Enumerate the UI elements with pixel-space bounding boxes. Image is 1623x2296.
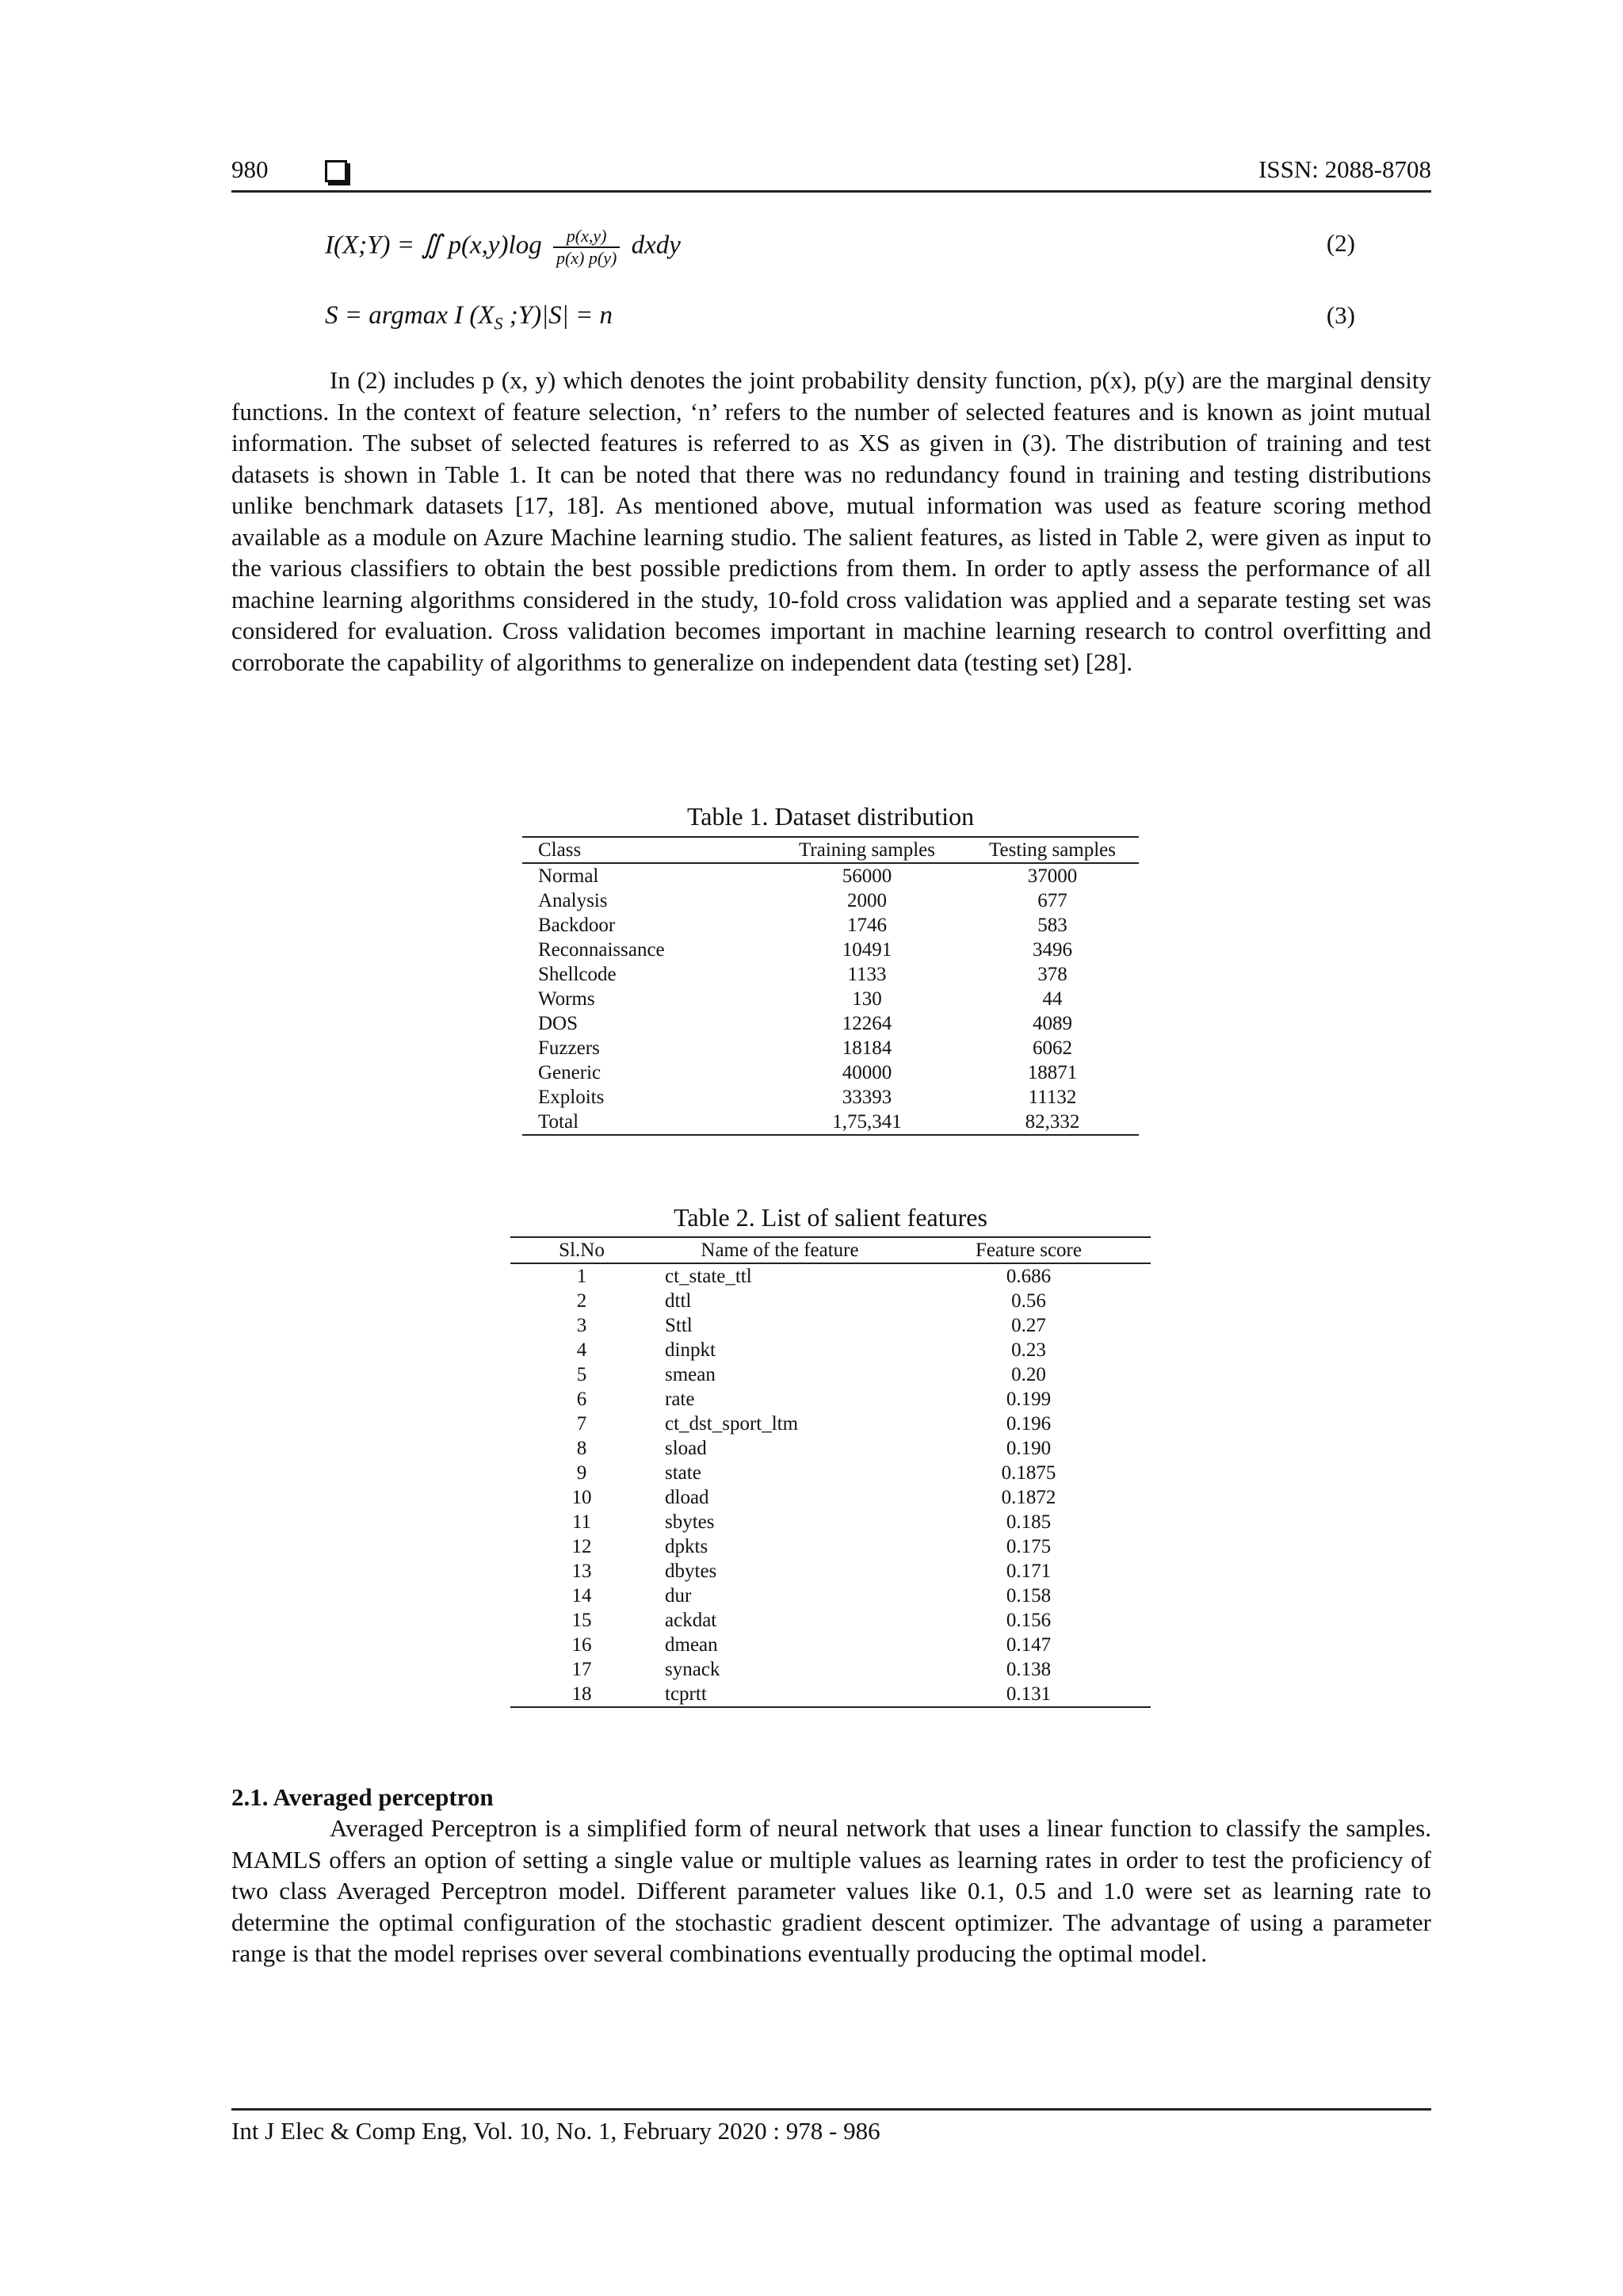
table1-cell: 677 bbox=[1037, 890, 1067, 911]
table2-header-row bbox=[510, 1237, 1151, 1263]
table1-cell: 3496 bbox=[1033, 939, 1072, 961]
table2-cell: 1 bbox=[576, 1266, 587, 1287]
table1-cell: Worms bbox=[538, 988, 595, 1010]
table1-cell: 1133 bbox=[847, 964, 887, 985]
table2-cell: 9 bbox=[576, 1462, 587, 1484]
table2-cell: 0.147 bbox=[1006, 1634, 1052, 1656]
table1-cell: 12264 bbox=[842, 1013, 892, 1034]
table2-cell: dload bbox=[665, 1487, 709, 1508]
table2-row bbox=[510, 1510, 1151, 1534]
equation-2-lhs: I(X;Y) = ∬ p(x,y)log bbox=[325, 231, 542, 260]
table1-cell: 4089 bbox=[1033, 1013, 1072, 1034]
table2-cell: 0.171 bbox=[1006, 1561, 1052, 1582]
table2-cell: 0.190 bbox=[1006, 1438, 1052, 1459]
table1-row bbox=[522, 1085, 1139, 1110]
page-number: 980 bbox=[231, 155, 269, 183]
table1-cell: 37000 bbox=[1027, 865, 1078, 887]
equation-2-numerator: p(x,y) bbox=[553, 226, 620, 248]
table1-cell: Normal bbox=[538, 865, 599, 887]
table2-row bbox=[510, 1362, 1151, 1387]
table1-cell: 1,75,341 bbox=[768, 1110, 966, 1135]
table2-cell: state bbox=[665, 1462, 701, 1484]
table1-row bbox=[522, 1011, 1139, 1036]
table2-cell: dmean bbox=[665, 1634, 718, 1656]
table2-row bbox=[510, 1633, 1151, 1657]
table2-row bbox=[510, 1534, 1151, 1559]
table1-header-row bbox=[522, 837, 1139, 863]
table2-cell: 13 bbox=[571, 1561, 592, 1582]
table2-cell: 0.156 bbox=[1006, 1610, 1052, 1631]
table1-row bbox=[522, 962, 1139, 987]
table1-header-class: Class bbox=[522, 837, 768, 863]
equation-2-rhs: dxdy bbox=[631, 231, 681, 260]
table2-cell: 0.27 bbox=[1011, 1315, 1046, 1336]
table2-cell: 3 bbox=[576, 1315, 587, 1336]
table1-cell: Shellcode bbox=[538, 964, 617, 985]
table2-row bbox=[510, 1313, 1151, 1338]
table2-cell: 10 bbox=[571, 1487, 592, 1508]
table2-row bbox=[510, 1584, 1151, 1608]
section-paragraph: Averaged Perceptron is a simplified form of neural network that uses a linear function to classify the samples. MAMLS offers an option of setting a single value or multiple values as learning rates in order to test the proficiency of two class Averaged Perceptron model. Different parameter values like 0.1, 0.5 and 1.0 were set as learning rate to determine the optimal configuration of the stochastic gradient descent optimizer. The advantage of using a parameter range is that the model reprises over several combinations eventually producing the optimal model. bbox=[231, 1814, 1431, 1967]
issn-label: ISSN: 2088-8708 bbox=[1258, 155, 1431, 183]
table2-cell: smean bbox=[665, 1364, 716, 1385]
table2-cell: 15 bbox=[571, 1610, 592, 1631]
table2-header-feature-name: Name of the feature bbox=[653, 1237, 907, 1263]
table2-row bbox=[510, 1263, 1151, 1289]
table1-cell: 130 bbox=[852, 988, 882, 1010]
table2-cell: rate bbox=[665, 1389, 695, 1410]
square-icon bbox=[325, 160, 347, 182]
table2-cell: 0.196 bbox=[1006, 1413, 1052, 1435]
table2-cell: sbytes bbox=[665, 1511, 715, 1533]
table1-cell: 18871 bbox=[1027, 1062, 1078, 1083]
table1-cell: 6062 bbox=[1033, 1037, 1072, 1059]
table1-cell: 583 bbox=[1037, 915, 1067, 936]
table1-caption: Table 1. Dataset distribution bbox=[686, 802, 975, 831]
table1-cell: 33393 bbox=[842, 1087, 892, 1108]
table2-cell: 2 bbox=[576, 1290, 587, 1312]
table2-cell: 11 bbox=[571, 1511, 592, 1533]
table2-cell: 0.199 bbox=[1006, 1389, 1052, 1410]
equation-3 bbox=[325, 301, 1355, 349]
table2-cell: dttl bbox=[665, 1290, 692, 1312]
table2-header-slno: Sl.No bbox=[510, 1237, 653, 1263]
table1-cell: 1746 bbox=[847, 915, 887, 936]
equation-2 bbox=[325, 226, 1355, 273]
table1-cell: 56000 bbox=[842, 865, 892, 887]
table2-cell: 14 bbox=[571, 1585, 592, 1606]
section-heading: 2.1. Averaged perceptron bbox=[231, 1783, 494, 1811]
equation-2-number: (2) bbox=[1326, 229, 1355, 257]
table1-cell: 40000 bbox=[842, 1062, 892, 1083]
table2-cell: 18 bbox=[510, 1682, 653, 1707]
table1-row bbox=[522, 1060, 1139, 1085]
table2-cell: 4 bbox=[576, 1339, 587, 1361]
table1-header-testing: Testing samples bbox=[966, 837, 1139, 863]
table2-cell: 12 bbox=[571, 1536, 592, 1557]
table2-cell: 5 bbox=[576, 1364, 587, 1385]
table2-cell: 6 bbox=[576, 1389, 587, 1410]
table1-row bbox=[522, 913, 1139, 938]
table2-cell: 7 bbox=[576, 1413, 587, 1435]
table1-cell: 44 bbox=[1042, 988, 1063, 1010]
table2-cell: Sttl bbox=[665, 1315, 693, 1336]
table1-row bbox=[522, 987, 1139, 1011]
table2-cell: 0.131 bbox=[907, 1682, 1151, 1707]
table2-cell: 0.185 bbox=[1006, 1511, 1052, 1533]
table2-row bbox=[510, 1436, 1151, 1461]
table1-row bbox=[522, 1110, 1139, 1135]
table2-cell: 0.1872 bbox=[1001, 1487, 1056, 1508]
table1-body bbox=[522, 863, 1139, 1135]
table2-row bbox=[510, 1412, 1151, 1436]
equation-3-lhs: S = argmax I (X bbox=[325, 301, 495, 330]
table1-cell: 11132 bbox=[1028, 1087, 1077, 1108]
table1-cell: Analysis bbox=[538, 890, 608, 911]
table1-cell: 378 bbox=[1037, 964, 1067, 985]
table1-cell: 10491 bbox=[842, 939, 892, 961]
table2-cell: 0.686 bbox=[1006, 1266, 1052, 1287]
table2-cell: ct_state_ttl bbox=[665, 1266, 752, 1287]
table2-cell: 8 bbox=[576, 1438, 587, 1459]
table2-cell: dur bbox=[665, 1585, 692, 1606]
table2-cell: dinpkt bbox=[665, 1339, 716, 1361]
table1 bbox=[522, 836, 1139, 1136]
table2-row bbox=[510, 1461, 1151, 1485]
table1-cell: Reconnaissance bbox=[538, 939, 665, 961]
table2-cell: 0.175 bbox=[1006, 1536, 1052, 1557]
table1-cell: 18184 bbox=[842, 1037, 892, 1059]
table2-body bbox=[510, 1263, 1151, 1707]
table2-cell: 16 bbox=[571, 1634, 592, 1656]
equation-3-subscript: S bbox=[494, 313, 503, 334]
equation-3-rhs: ;Y)|S| = n bbox=[502, 301, 613, 330]
table1-cell: 2000 bbox=[847, 890, 887, 911]
equation-2-denominator: p(x) p(y) bbox=[556, 248, 617, 268]
equation-2-fraction bbox=[553, 226, 620, 269]
table2-cell: ct_dst_sport_ltm bbox=[665, 1413, 799, 1435]
table2-header-feature-score: Feature score bbox=[907, 1237, 1151, 1263]
table2-cell: dpkts bbox=[665, 1536, 708, 1557]
table2 bbox=[510, 1236, 1151, 1708]
table1-row bbox=[522, 1036, 1139, 1060]
table2-cell: 0.56 bbox=[1011, 1290, 1046, 1312]
table2-cell: dbytes bbox=[665, 1561, 717, 1582]
table1-cell: Backdoor bbox=[538, 915, 616, 936]
table2-caption: Table 2. List of salient features bbox=[674, 1203, 987, 1232]
table2-cell: 0.138 bbox=[1006, 1659, 1052, 1680]
table1-row bbox=[522, 938, 1139, 962]
table2-row bbox=[510, 1485, 1151, 1510]
table2-cell: synack bbox=[665, 1659, 720, 1680]
table2-row bbox=[510, 1387, 1151, 1412]
page-header bbox=[231, 155, 1431, 193]
table2-cell: 0.20 bbox=[1011, 1364, 1046, 1385]
table1-cell: Fuzzers bbox=[538, 1037, 600, 1059]
page-footer: Int J Elec & Comp Eng, Vol. 10, No. 1, February 2020 : 978 - 986 bbox=[231, 2108, 1431, 2145]
equation-3-number: (3) bbox=[1326, 301, 1355, 329]
table1-cell: Total bbox=[522, 1110, 768, 1135]
table2-cell: 17 bbox=[571, 1659, 592, 1680]
table2-row bbox=[510, 1608, 1151, 1633]
table2-cell: 0.158 bbox=[1006, 1585, 1052, 1606]
body-paragraph-1: In (2) includes p (x, y) which denotes the joint probability density function, p(x), p(y) are the marginal density functions. In the context of feature selection, ‘n’ refers to the number of selected features and is known as joint mutual information. The subset of selected features is referred to as XS as given in (3). The distribution of training and test datasets is shown in Table 1. It can be noted that there was no redundancy found in training and testing distributions unlike benchmark datasets [17, 18]. As mentioned above, mutual information was used as feature scoring method available as a module on Azure Machine learning studio. The salient features, as listed in Table 2, were given as input to the various classifiers to obtain the best possible predictions from them. In order to aptly assess the performance of all machine learning algorithms considered in the study, 10-fold cross validation was applied and a separate testing set was considered for evaluation. Cross validation becomes important in machine learning research to control overfitting and corroborate the capability of algorithms to generalize on independent data (testing set) [28]. bbox=[231, 366, 1431, 676]
table2-cell: tcprtt bbox=[653, 1682, 907, 1707]
table1-row bbox=[522, 863, 1139, 888]
table2-cell: 0.23 bbox=[1011, 1339, 1046, 1361]
table1-row bbox=[522, 888, 1139, 913]
table1-cell: DOS bbox=[538, 1013, 579, 1034]
table1-cell: 82,332 bbox=[966, 1110, 1139, 1135]
table2-row bbox=[510, 1338, 1151, 1362]
table1-header-training: Training samples bbox=[768, 837, 966, 863]
table1-cell: Exploits bbox=[538, 1087, 605, 1108]
table2-cell: ackdat bbox=[665, 1610, 717, 1631]
table1-cell: Generic bbox=[538, 1062, 601, 1083]
table2-row bbox=[510, 1657, 1151, 1682]
table2-row bbox=[510, 1682, 1151, 1707]
table2-cell: 0.1875 bbox=[1001, 1462, 1056, 1484]
table2-row bbox=[510, 1289, 1151, 1313]
table2-cell: sload bbox=[665, 1438, 707, 1459]
table2-row bbox=[510, 1559, 1151, 1584]
